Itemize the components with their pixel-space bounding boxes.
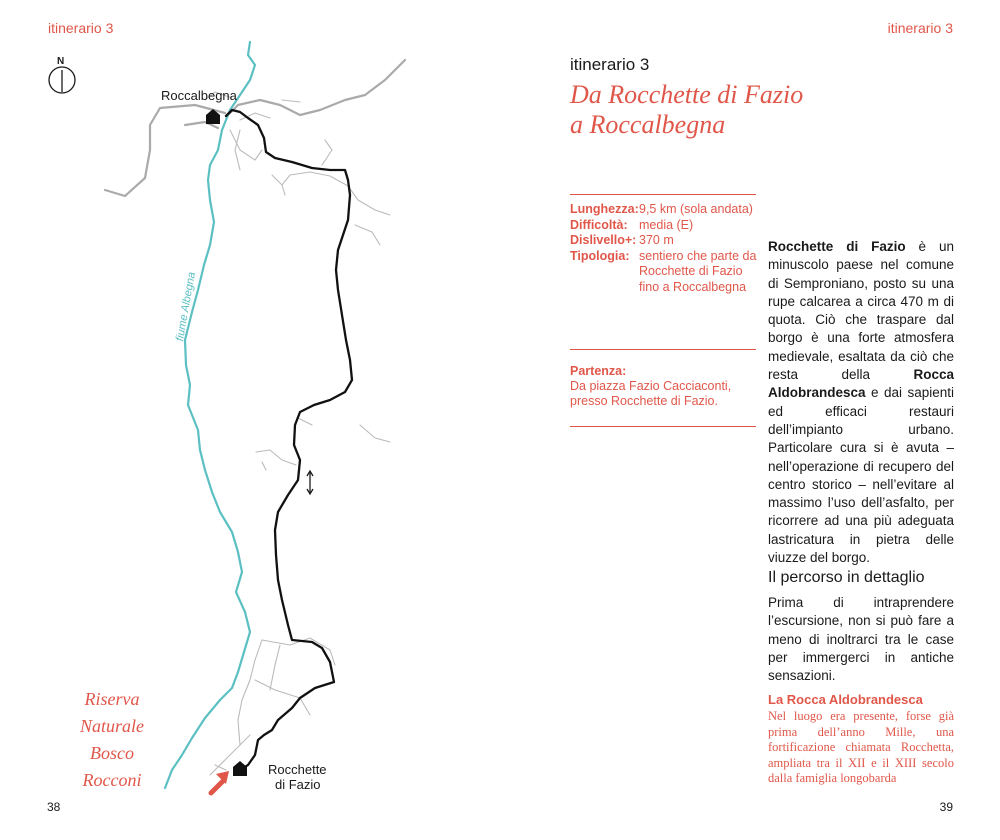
rocchette-label-line1: Rocchette — [268, 762, 327, 777]
river-albegna — [165, 42, 255, 788]
fact-key: Lunghezza: — [570, 202, 639, 216]
compass-north-label: N — [57, 56, 65, 67]
fact-row — [570, 249, 760, 296]
fact-row — [570, 218, 760, 234]
departure-box — [570, 364, 760, 409]
trail-route — [226, 110, 352, 770]
divider — [570, 426, 756, 427]
page-number-right: 39 — [939, 800, 953, 814]
title-line-2: a Roccalbegna — [570, 110, 726, 139]
start-arrow-icon — [211, 771, 229, 793]
rocca-paragraph: Nel luogo era presente, forse già prima dell’anno Mille, una fortificazione chiamata Rocchetta, ampliata tra il XII e il XIII secolo dalla famiglia longobarda — [768, 709, 954, 785]
start-house-icon — [233, 761, 247, 776]
fact-value: 370 m — [639, 233, 674, 247]
river-label: fiume Albegna — [174, 271, 198, 343]
reserve-line: Bosco — [90, 743, 134, 763]
running-header-left: itinerario 3 — [48, 20, 114, 36]
departure-label: Partenza: — [570, 364, 627, 378]
departure-text: Da piazza Fazio Cacciaconti, presso Rocchette di Fazio. — [570, 379, 732, 408]
running-header-right: itinerario 3 — [887, 20, 953, 36]
roads — [105, 60, 405, 196]
fact-value: 9,5 km (sola andata) — [639, 202, 753, 216]
itinerary-label: itinerario 3 — [570, 55, 650, 74]
compass-icon — [49, 67, 75, 93]
fact-key: Difficoltà: — [570, 217, 628, 232]
intro-text: e dai sapienti ed efficaci restauri dell’impianto urbano. Particolare cura si è avuta – nell’operazione di recupero del centro storico – nell’evitare al massimo l’uso dell’asfalto, per ricorrere ad una più adeguata lastricatura in pietra delle viuzze del borgo. — [768, 385, 954, 566]
route-heading: Il percorso in dettaglio — [768, 569, 925, 586]
rocchette-label-line2: di Fazio — [275, 777, 321, 792]
intro-text: è un minuscolo paese nel comune di Semproniano, posto su una rupe calcarea a circa 470 m di quota. Ciò che traspare dal borgo è una forte atmosfera medievale, esaltata da ciò che resta della — [768, 239, 955, 383]
roccalbegna-label: Roccalbegna — [161, 88, 237, 103]
reserve-label — [62, 686, 162, 794]
intro-bold-term: Rocca Aldobrandesca — [768, 367, 954, 401]
fact-key: Dislivello+: — [570, 233, 637, 247]
fact-row — [570, 233, 760, 249]
fact-row — [570, 202, 760, 218]
facts-box — [570, 202, 760, 295]
reserve-line: Naturale — [79, 716, 144, 736]
fact-value: sentiero che parte da Rocchette di Fazio fino a Roccalbegna — [639, 248, 757, 294]
divider — [570, 349, 756, 350]
page-number-left: 38 — [47, 800, 61, 814]
intro-bold-term: Rocchette di Fazio — [768, 239, 906, 254]
title-line-1: Da Rocchette di Fazio — [570, 80, 804, 109]
fact-value: media (E) — [639, 217, 694, 232]
intro-paragraph — [768, 238, 954, 567]
route-paragraph: Prima di intraprendere l’escursione, non si può fare a meno di inoltrarci tra le case per immergerci in antiche sensazioni. — [768, 595, 954, 684]
reserve-line: Rocconi — [82, 770, 142, 790]
tracks — [205, 92, 390, 775]
divider — [570, 194, 756, 195]
fact-key: Tipologia: — [570, 248, 630, 263]
rocca-heading: La Rocca Aldobrandesca — [768, 692, 923, 707]
page-title — [570, 80, 900, 140]
double-arrow-icon — [307, 471, 313, 494]
reserve-line: Riserva — [84, 689, 140, 709]
